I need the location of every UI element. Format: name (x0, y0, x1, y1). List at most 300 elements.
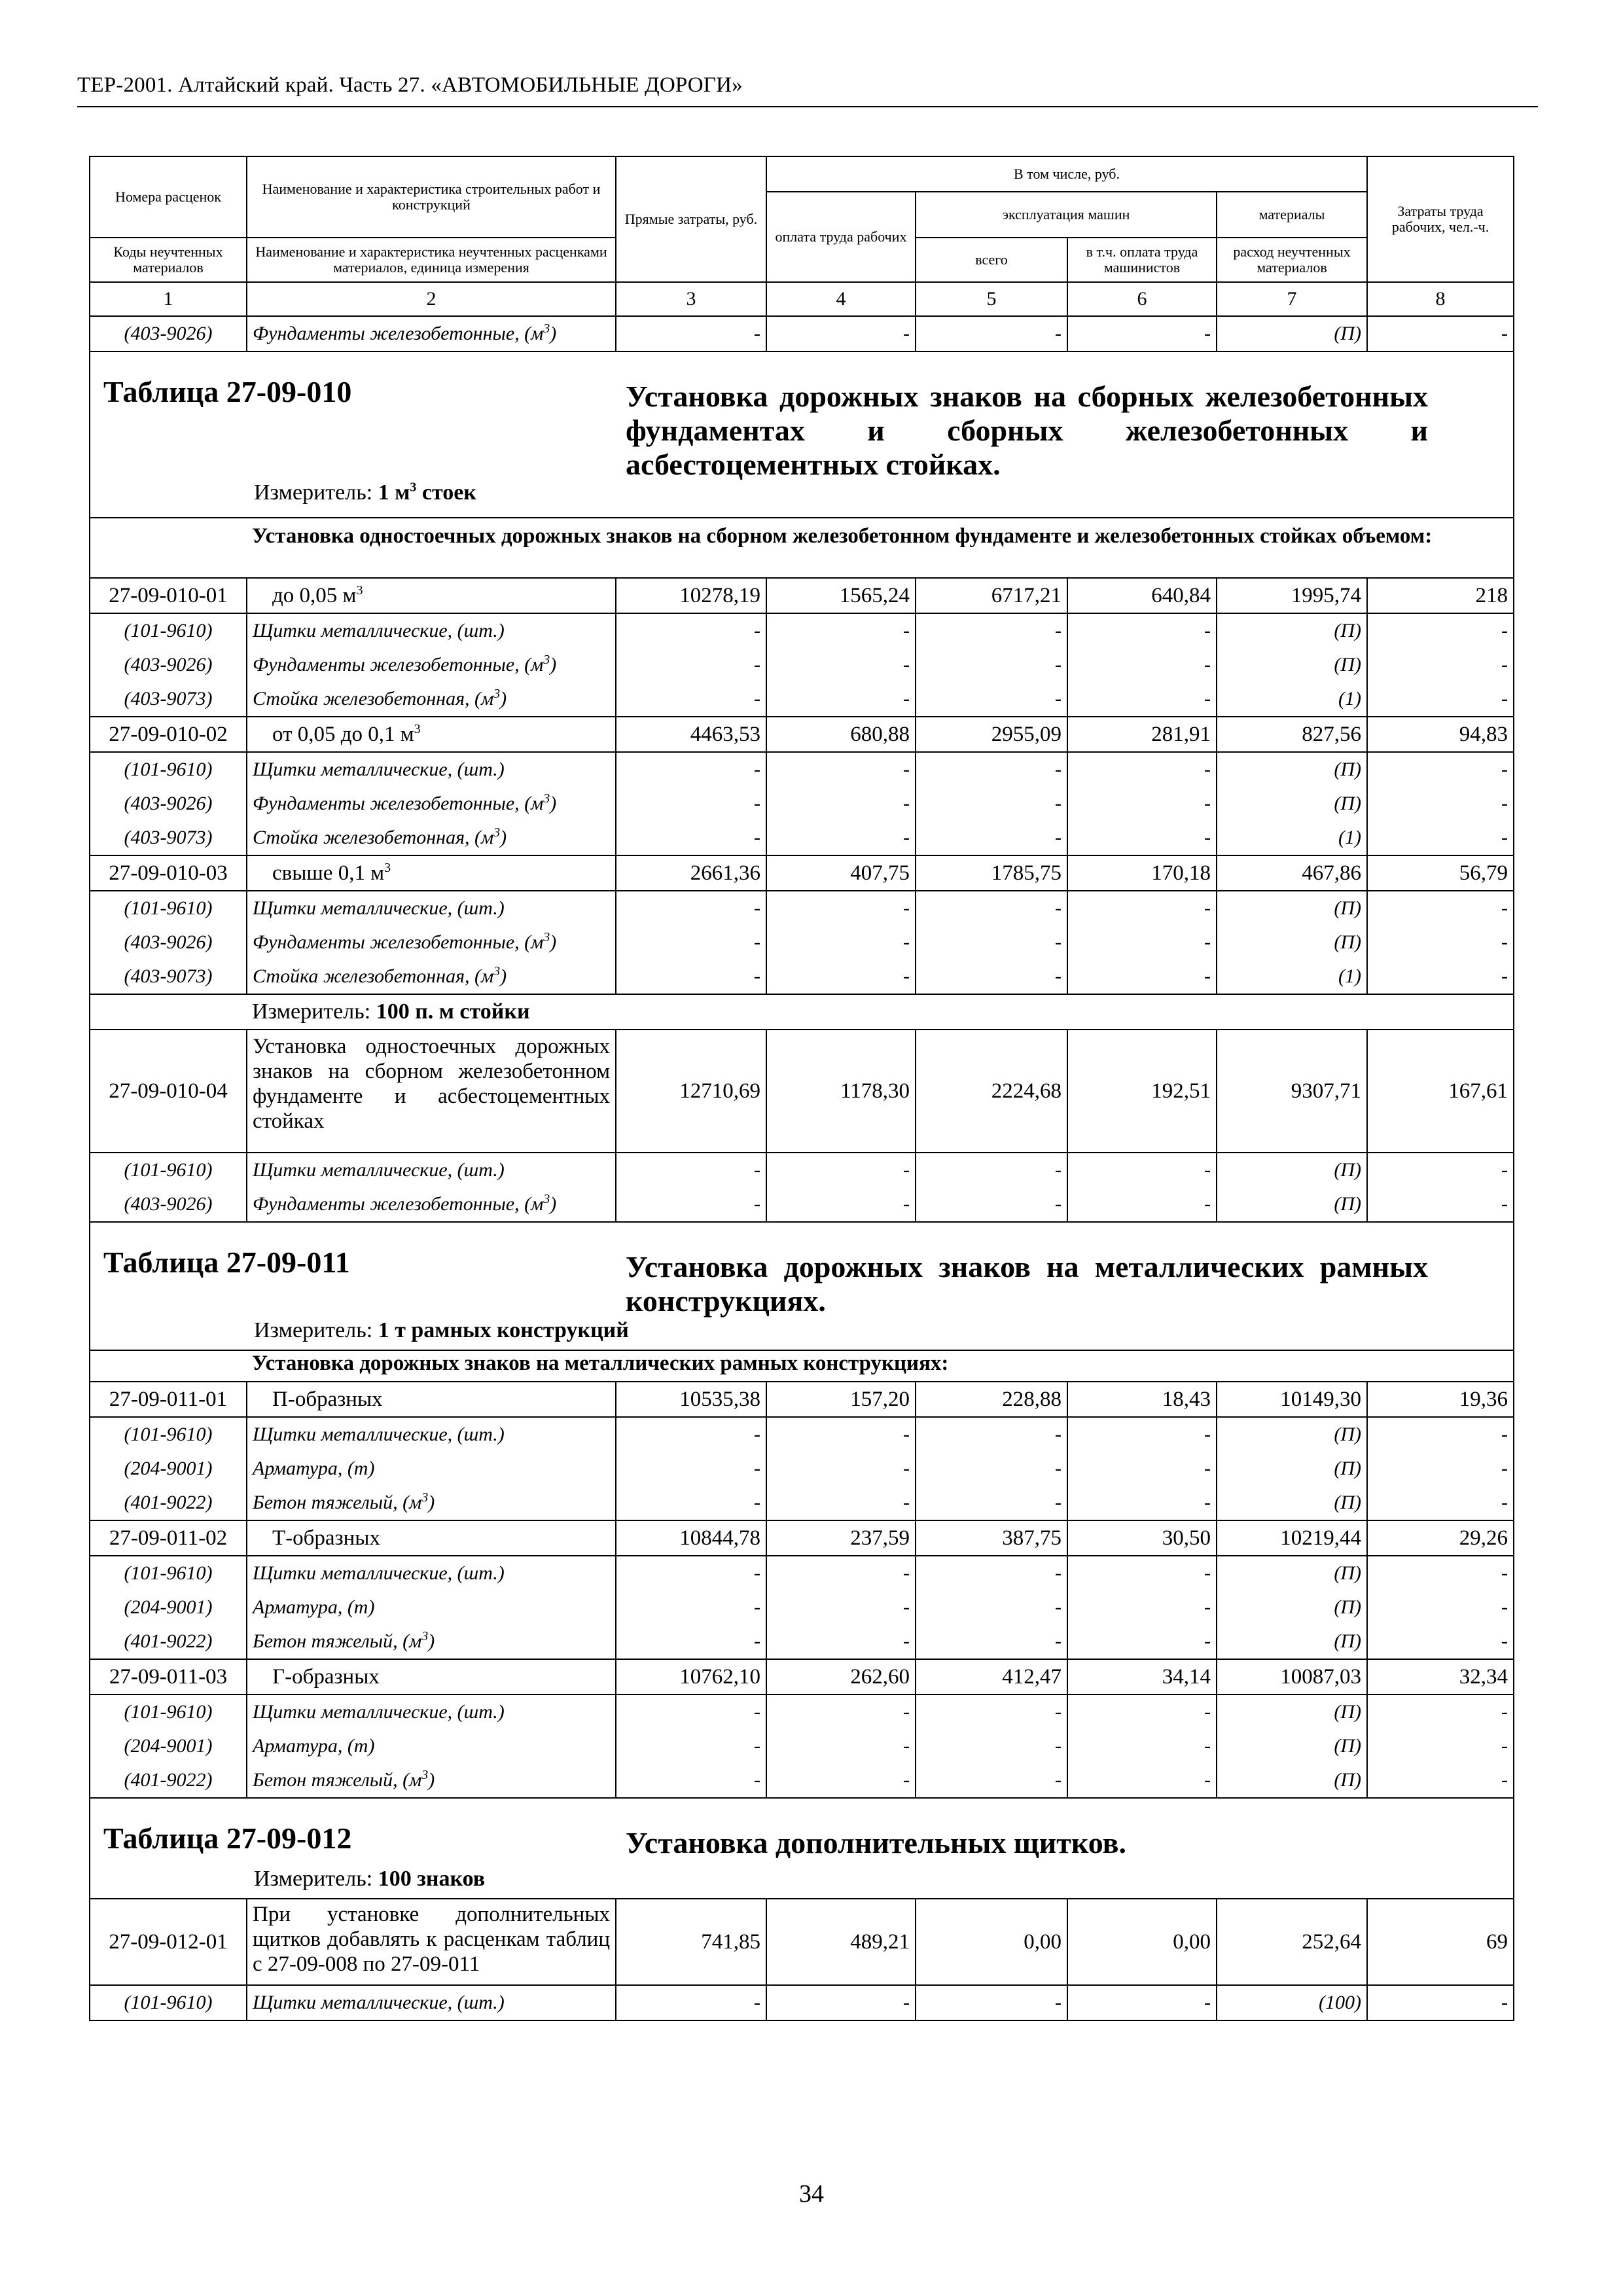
table-cell: (1) (1217, 682, 1367, 717)
table-cell: Щитки металлические, (шт.) (247, 1556, 616, 1590)
table-cell: - (1067, 1187, 1217, 1222)
table-cell: Фундаменты железобетонные, $(м^3)$ (247, 1187, 616, 1222)
table-cell: - (616, 1695, 766, 1729)
table-cell: 18,43 (1067, 1382, 1217, 1417)
table-cell: - (916, 891, 1067, 925)
table-cell: - (916, 1590, 1067, 1624)
material-row (90, 1695, 1514, 1729)
materials-header: материалы (1217, 192, 1367, 238)
table-cell: - (916, 960, 1067, 994)
material-row (90, 648, 1514, 682)
material-row (90, 752, 1514, 787)
material-row (90, 682, 1514, 717)
table-cell: (204-9001) (90, 1452, 247, 1486)
table-cell: от 0,05 до 0,1 $м^3$ (247, 717, 616, 752)
table-cell: 29,26 (1367, 1520, 1514, 1556)
material-row (90, 1452, 1514, 1486)
col-num: 5 (916, 282, 1067, 316)
table-cell: 489,21 (766, 1899, 916, 1985)
table-cell: - (1367, 682, 1514, 717)
table-cell: Т-образных (247, 1520, 616, 1556)
table-cell: - (1067, 1695, 1217, 1729)
table-cell: - (766, 821, 916, 855)
table-cell: 2661,36 (616, 855, 766, 891)
table-cell: - (1367, 1452, 1514, 1486)
table-cell: - (766, 613, 916, 648)
table-cell: - (766, 1729, 916, 1763)
table-cell: 27-09-010-03 (90, 855, 247, 891)
table-cell: (403-9073) (90, 821, 247, 855)
table-cell: - (766, 1187, 916, 1222)
table-cell: - (1067, 1985, 1217, 2020)
table-cell: Стойка железобетонная, $(м^3)$ (247, 682, 616, 717)
table-cell: Г-образных (247, 1659, 616, 1695)
table-cell: - (1067, 1452, 1217, 1486)
material-row (90, 1153, 1514, 1187)
table-cell: - (1067, 752, 1217, 787)
table-cell: (401-9022) (90, 1486, 247, 1520)
table-012-measure: Измеритель: 100 знаков (254, 1867, 486, 1891)
table-cell: - (1067, 1763, 1217, 1798)
table-cell: Стойка железобетонная, $(м^3)$ (247, 960, 616, 994)
table-cell: - (916, 752, 1067, 787)
table-cell: - (616, 316, 766, 351)
table-cell: - (616, 1624, 766, 1659)
col5-header: всего (916, 238, 1067, 282)
col4-header: оплата труда рабочих (766, 192, 916, 282)
table-row (90, 717, 1514, 752)
table-cell: (П) (1217, 1153, 1367, 1187)
table-cell: (401-9022) (90, 1624, 247, 1659)
col1-bottom-header: Коды неучтенных материалов (90, 238, 247, 282)
table-cell: - (916, 1153, 1067, 1187)
col-num: 1 (90, 282, 247, 316)
table-cell: 1995,74 (1217, 578, 1367, 613)
table-cell: - (1367, 1187, 1514, 1222)
col-num: 4 (766, 282, 916, 316)
material-row (90, 1985, 1514, 2020)
table-cell (90, 1350, 247, 1382)
table-cell (90, 1798, 1514, 1899)
table-cell: (204-9001) (90, 1590, 247, 1624)
table-cell: - (616, 821, 766, 855)
table-cell: (П) (1217, 1556, 1367, 1590)
table-cell: (П) (1217, 752, 1367, 787)
table-cell: - (766, 925, 916, 960)
table-010-code: Таблица 27-09-010 (103, 375, 352, 408)
table-cell: 237,59 (766, 1520, 916, 1556)
table-cell: (403-9073) (90, 960, 247, 994)
table-cell: (П) (1217, 787, 1367, 821)
table-cell: - (916, 1729, 1067, 1763)
table-cell: - (1067, 316, 1217, 351)
table-cell: 6717,21 (916, 578, 1067, 613)
table-cell: (204-9001) (90, 1729, 247, 1763)
table-cell: - (766, 787, 916, 821)
table-cell: - (916, 925, 1067, 960)
table-cell: свыше 0,1 $м^3$ (247, 855, 616, 891)
table-cell: (101-9610) (90, 1153, 247, 1187)
table-cell (90, 518, 247, 578)
header-rule (77, 106, 1538, 107)
table-cell: - (616, 1729, 766, 1763)
table-cell: - (1067, 787, 1217, 821)
table-cell: (П) (1217, 613, 1367, 648)
table-012-heading (90, 1798, 1514, 1899)
table-cell: Стойка железобетонная, $(м^3)$ (247, 821, 616, 855)
table-cell: (П) (1217, 1417, 1367, 1452)
table-cell: - (916, 1624, 1067, 1659)
col7-header: расход неучтенных материалов (1217, 238, 1367, 282)
material-row (90, 787, 1514, 821)
table-cell: 4463,53 (616, 717, 766, 752)
table-cell: - (616, 1417, 766, 1452)
table-012-title: Установка дополнительных щитков. (626, 1826, 1126, 1859)
table-cell: - (916, 316, 1067, 351)
table-cell: 640,84 (1067, 578, 1217, 613)
table-cell: (П) (1217, 1695, 1367, 1729)
table-cell: - (616, 891, 766, 925)
table-cell: - (766, 1590, 916, 1624)
table-cell: (П) (1217, 316, 1367, 351)
table-cell: 10762,10 (616, 1659, 766, 1695)
table-cell: (П) (1217, 1590, 1367, 1624)
table-cell: 387,75 (916, 1520, 1067, 1556)
table-cell: - (1367, 925, 1514, 960)
table-cell: - (1367, 1624, 1514, 1659)
material-row (90, 1417, 1514, 1452)
table-cell: (101-9610) (90, 891, 247, 925)
table-cell: Фундаменты железобетонные, $(м^3)$ (247, 648, 616, 682)
table-cell: - (766, 1452, 916, 1486)
table-cell: до 0,05 $м^3$ (247, 578, 616, 613)
table-cell: - (916, 787, 1067, 821)
col1-top-header: Номера расценок (90, 156, 247, 238)
table-cell: (П) (1217, 1187, 1367, 1222)
table-cell: Щитки металлические, (шт.) (247, 613, 616, 648)
table-cell: - (766, 1417, 916, 1452)
material-row (90, 1729, 1514, 1763)
table-010-measure: Измеритель: 1 $м^3$ стоек (254, 480, 476, 505)
table-cell: (403-9026) (90, 1187, 247, 1222)
table-cell: - (1067, 1153, 1217, 1187)
table-cell: - (766, 752, 916, 787)
table-cell: - (766, 960, 916, 994)
table-cell: (101-9610) (90, 1695, 247, 1729)
table-cell: 12710,69 (616, 1030, 766, 1153)
table-cell: - (766, 1624, 916, 1659)
table-cell: - (766, 1556, 916, 1590)
table-cell: - (616, 1187, 766, 1222)
table-cell: - (616, 1763, 766, 1798)
table-010-measure2: Измеритель: 100 п. м стойки (247, 994, 1514, 1030)
table-cell: (403-9026) (90, 925, 247, 960)
table-cell: 827,56 (1217, 717, 1367, 752)
table-cell: 27-09-011-01 (90, 1382, 247, 1417)
table-cell: (403-9026) (90, 787, 247, 821)
table-cell: 1565,24 (766, 578, 916, 613)
col2-bottom-header: Наименование и характеристика неучтенных расценками материалов, единица измерения (247, 238, 616, 282)
table-cell: Бетон тяжелый, $(м^3)$ (247, 1486, 616, 1520)
table-011-measure: Измеритель: 1 т рамных конструкций (254, 1318, 629, 1342)
table-cell: - (1067, 925, 1217, 960)
table-cell: - (766, 1763, 916, 1798)
table-cell: - (1067, 1624, 1217, 1659)
table-cell: - (1367, 752, 1514, 787)
table-cell: 2955,09 (916, 717, 1067, 752)
table-cell: 218 (1367, 578, 1514, 613)
table-cell: - (766, 316, 916, 351)
table-cell: - (916, 1417, 1067, 1452)
machines-header: эксплуатация машин (916, 192, 1217, 238)
table-cell: 10149,30 (1217, 1382, 1367, 1417)
table-cell: - (916, 1486, 1067, 1520)
material-row (90, 891, 1514, 925)
table-010-heading (90, 351, 1514, 518)
table-cell: 157,20 (766, 1382, 916, 1417)
table-cell: Арматура, (т) (247, 1452, 616, 1486)
table-cell: - (1067, 1729, 1217, 1763)
table-cell: 27-09-010-04 (90, 1030, 247, 1153)
table-cell: 467,86 (1217, 855, 1367, 891)
table-row (90, 1520, 1514, 1556)
col-num: 6 (1067, 282, 1217, 316)
table-row (90, 1382, 1514, 1417)
table-cell: - (616, 613, 766, 648)
table-cell: - (1367, 821, 1514, 855)
table-cell: - (1067, 1417, 1217, 1452)
table-cell: (101-9610) (90, 752, 247, 787)
table-cell: 34,14 (1067, 1659, 1217, 1695)
table-cell: 94,83 (1367, 717, 1514, 752)
page-header: ТЕР-2001. Алтайский край. Часть 27. «АВТОМОБИЛЬНЫЕ ДОРОГИ» (77, 73, 743, 97)
col-num: 7 (1217, 282, 1367, 316)
table-cell: 10219,44 (1217, 1520, 1367, 1556)
table-cell: - (1067, 613, 1217, 648)
table-cell: (П) (1217, 891, 1367, 925)
table-cell: Фундаменты железобетонные, $(м^3)$ (247, 787, 616, 821)
table-cell: - (766, 1153, 916, 1187)
table-cell: - (1367, 1153, 1514, 1187)
table-cell: (П) (1217, 1729, 1367, 1763)
table-cell: - (916, 821, 1067, 855)
table-cell: 30,50 (1067, 1520, 1217, 1556)
table-cell: (403-9026) (90, 316, 247, 351)
col-num: 8 (1367, 282, 1514, 316)
table-cell: - (1067, 891, 1217, 925)
table-cell: - (1367, 1417, 1514, 1452)
table-cell: 1178,30 (766, 1030, 916, 1153)
material-row (90, 1187, 1514, 1222)
table-cell (90, 351, 1514, 518)
table-cell: 228,88 (916, 1382, 1067, 1417)
table-cell: 281,91 (1067, 717, 1217, 752)
table-cell: - (1367, 787, 1514, 821)
table-cell: 10087,03 (1217, 1659, 1367, 1695)
table-cell: - (916, 1985, 1067, 2020)
material-row (90, 1486, 1514, 1520)
table-cell: - (1367, 613, 1514, 648)
table-cell: Щитки металлические, (шт.) (247, 1153, 616, 1187)
table-cell: 56,79 (1367, 855, 1514, 891)
table-cell: - (766, 1486, 916, 1520)
table-cell: П-образных (247, 1382, 616, 1417)
table-cell: Арматура, (т) (247, 1729, 616, 1763)
table-cell: - (766, 1985, 916, 2020)
col3-header: Прямые затраты, руб. (616, 156, 766, 282)
table-cell: (101-9610) (90, 1556, 247, 1590)
table-cell: 741,85 (616, 1899, 766, 1985)
table-cell: (401-9022) (90, 1763, 247, 1798)
table-cell: - (916, 1452, 1067, 1486)
table-cell: 69 (1367, 1899, 1514, 1985)
table-cell: Бетон тяжелый, $(м^3)$ (247, 1624, 616, 1659)
table-cell: - (1367, 1695, 1514, 1729)
table-cell: (403-9073) (90, 682, 247, 717)
table-cell: - (1067, 821, 1217, 855)
table-cell: 0,00 (1067, 1899, 1217, 1985)
table-cell: 19,36 (1367, 1382, 1514, 1417)
table-cell: (101-9610) (90, 1985, 247, 2020)
table-cell: (100) (1217, 1985, 1367, 2020)
table-010-group-label: Установка одностоечных дорожных знаков на сборном железобетонном фундаменте и железобетонных стойках объемом: (247, 518, 1514, 578)
table-cell: - (1067, 648, 1217, 682)
table-cell: - (766, 648, 916, 682)
table-cell: - (616, 1452, 766, 1486)
table-cell: - (916, 613, 1067, 648)
material-row (90, 1624, 1514, 1659)
table-cell: - (1067, 682, 1217, 717)
table-011-code: Таблица 27-09-011 (103, 1246, 350, 1279)
table-cell: - (1067, 960, 1217, 994)
table-cell: 27-09-010-02 (90, 717, 247, 752)
table-row (90, 578, 1514, 613)
table-cell: Арматура, (т) (247, 1590, 616, 1624)
table-cell: - (1367, 1763, 1514, 1798)
table-cell: - (916, 1187, 1067, 1222)
material-row (90, 960, 1514, 994)
table-cell: (1) (1217, 821, 1367, 855)
table-cell: (П) (1217, 925, 1367, 960)
table-cell: 10535,38 (616, 1382, 766, 1417)
table-cell: Установка одностоечных дорожных знаков на сборном железобетонном фундаменте и асбестоцементных стойках (247, 1030, 616, 1153)
table-cell: - (616, 1985, 766, 2020)
table-cell: 9307,71 (1217, 1030, 1367, 1153)
table-cell: - (766, 1695, 916, 1729)
price-table (89, 156, 1514, 2021)
table-cell: (П) (1217, 1763, 1367, 1798)
table-cell: - (916, 648, 1067, 682)
table-cell: 412,47 (916, 1659, 1067, 1695)
table-cell: - (616, 1486, 766, 1520)
col-num: 3 (616, 282, 766, 316)
col6-header: в т.ч. оплата труда машинистов (1067, 238, 1217, 282)
table-row (90, 1899, 1514, 1985)
table-011-heading (90, 1222, 1514, 1350)
table-cell: - (1367, 1556, 1514, 1590)
table-cell: - (616, 1153, 766, 1187)
table-cell: 27-09-011-03 (90, 1659, 247, 1695)
table-cell: При установке дополнительных щитков добавлять к расценкам таблиц с 27-09-008 по 27-09-011 (247, 1899, 616, 1985)
material-row (90, 1590, 1514, 1624)
table-cell (90, 1222, 1514, 1350)
table-cell: Щитки металлические, (шт.) (247, 752, 616, 787)
table-cell (90, 994, 247, 1030)
table-cell: Бетон тяжелый, $(м^3)$ (247, 1763, 616, 1798)
table-cell: - (616, 925, 766, 960)
table-cell: 170,18 (1067, 855, 1217, 891)
table-cell: 27-09-010-01 (90, 578, 247, 613)
material-row (90, 925, 1514, 960)
table-cell: 262,60 (766, 1659, 916, 1695)
table-cell: - (616, 960, 766, 994)
table-cell: (101-9610) (90, 1417, 247, 1452)
table-cell: - (1067, 1556, 1217, 1590)
table-cell: - (616, 787, 766, 821)
table-cell: (П) (1217, 1452, 1367, 1486)
table-cell: 407,75 (766, 855, 916, 891)
table-cell: 680,88 (766, 717, 916, 752)
table-cell: 0,00 (916, 1899, 1067, 1985)
table-cell: 27-09-011-02 (90, 1520, 247, 1556)
table-row (90, 1659, 1514, 1695)
material-row (90, 1556, 1514, 1590)
table-cell: 252,64 (1217, 1899, 1367, 1985)
table-cell: Щитки металлические, (шт.) (247, 1695, 616, 1729)
table-cell: 2224,68 (916, 1030, 1067, 1153)
page-number: 34 (799, 2180, 824, 2208)
table-cell: - (766, 682, 916, 717)
col2-top-header: Наименование и характеристика строительных работ и конструкций (247, 156, 616, 238)
table-cell: - (1367, 891, 1514, 925)
table-cell: Щитки металлические, (шт.) (247, 1985, 616, 2020)
table-cell: - (1367, 1729, 1514, 1763)
table-cell: Щитки металлические, (шт.) (247, 891, 616, 925)
table-cell: 10844,78 (616, 1520, 766, 1556)
table-cell: - (1367, 1486, 1514, 1520)
col-num: 2 (247, 282, 616, 316)
table-cell: (П) (1217, 648, 1367, 682)
table-cell: 1785,75 (916, 855, 1067, 891)
table-cell: 10278,19 (616, 578, 766, 613)
table-cell: - (916, 1763, 1067, 1798)
table-cell: (П) (1217, 1624, 1367, 1659)
table-cell: (101-9610) (90, 613, 247, 648)
table-cell: (П) (1217, 1486, 1367, 1520)
col8-header: Затраты труда рабочих, чел.-ч. (1367, 156, 1514, 282)
table-cell: - (1067, 1590, 1217, 1624)
table-cell: 27-09-012-01 (90, 1899, 247, 1985)
table-cell: 167,61 (1367, 1030, 1514, 1153)
table-cell: - (616, 752, 766, 787)
material-row (90, 821, 1514, 855)
table-cell: 32,34 (1367, 1659, 1514, 1695)
incl-header: В том числе, руб. (766, 156, 1367, 192)
table-cell: - (616, 682, 766, 717)
table-cell: (403-9026) (90, 648, 247, 682)
table-010-title: Установка дорожных знаков на сборных железобетонных фундаментах и сборных железобетонных и асбестоцементных стойках. (626, 380, 1429, 481)
table-011-group-label: Установка дорожных знаков на металлических рамных конструкциях: (247, 1350, 1514, 1382)
table-cell: Фундаменты железобетонные, $(м^3)$ (247, 925, 616, 960)
table-cell: - (616, 648, 766, 682)
material-row (90, 613, 1514, 648)
table-cell: Фундаменты железобетонные, $(м^3)$ (247, 316, 616, 351)
table-cell: 192,51 (1067, 1030, 1217, 1153)
table-cell: - (916, 682, 1067, 717)
table-cell: (1) (1217, 960, 1367, 994)
table-cell: - (1367, 1985, 1514, 2020)
table-cell: - (1367, 960, 1514, 994)
